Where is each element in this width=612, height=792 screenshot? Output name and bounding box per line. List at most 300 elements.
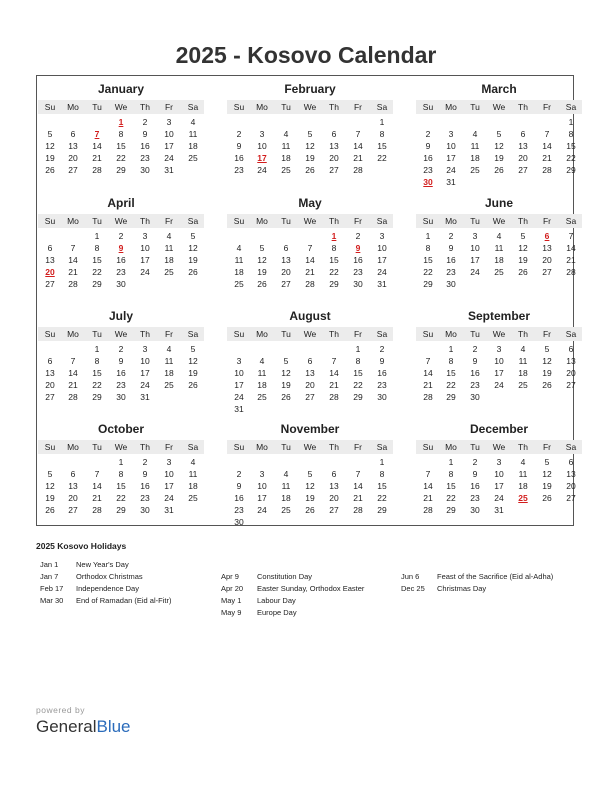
day-cell: 16 <box>470 481 480 491</box>
day-cell: 5 <box>190 344 196 354</box>
day-cell: 29 <box>116 505 126 515</box>
holiday-date-label: Jan 1 <box>40 560 59 569</box>
day-cell: 27 <box>45 392 55 402</box>
day-cell: 8 <box>94 356 100 366</box>
day-cell: 10 <box>164 469 174 479</box>
month-february <box>227 81 393 186</box>
weekday-header <box>416 440 582 454</box>
day-cell: 6 <box>568 457 574 467</box>
day-cell: 2 <box>472 344 478 354</box>
day-cell: 15 <box>329 255 339 265</box>
day-cell: 21 <box>92 153 102 163</box>
day-cell: 28 <box>329 392 339 402</box>
day-cell: 20 <box>281 267 291 277</box>
day-cell: 18 <box>164 255 174 265</box>
day-cell: 22 <box>446 380 456 390</box>
day-cell: 26 <box>281 392 291 402</box>
day-cell: 15 <box>116 481 126 491</box>
day-cell: 4 <box>472 129 478 139</box>
holiday-row <box>221 583 364 595</box>
weekday-label: Su <box>422 329 434 339</box>
day-cell: 20 <box>518 153 528 163</box>
day-cell: 17 <box>257 493 267 503</box>
day-cell: 7 <box>355 129 361 139</box>
weekday-label: Fr <box>353 102 363 112</box>
day-cell: 14 <box>329 368 339 378</box>
holiday-date-label: May 9 <box>221 608 242 617</box>
day-cell: 27 <box>566 493 576 503</box>
day-cell: 12 <box>281 368 291 378</box>
holiday-date: 17 <box>257 153 267 163</box>
day-cell: 11 <box>234 255 244 265</box>
day-cell: 11 <box>188 129 198 139</box>
day-cell: 6 <box>47 356 53 366</box>
day-cell: 29 <box>353 392 363 402</box>
day-cell: 1 <box>94 344 100 354</box>
day-cell: 22 <box>92 267 102 277</box>
day-cell: 2 <box>425 129 431 139</box>
day-cell: 21 <box>329 380 339 390</box>
day-cell: 16 <box>234 153 244 163</box>
day-cell: 18 <box>234 267 244 277</box>
day-cell: 3 <box>142 344 148 354</box>
month-september <box>416 308 582 413</box>
day-cell: 13 <box>518 141 528 151</box>
day-cell: 21 <box>542 153 552 163</box>
day-cell: 25 <box>494 267 504 277</box>
day-cell: 17 <box>377 255 387 265</box>
day-cell: 6 <box>568 344 574 354</box>
weekday-header <box>227 327 393 341</box>
day-cell: 26 <box>518 267 528 277</box>
day-cell: 11 <box>164 243 174 253</box>
weekday-label: Mo <box>256 442 268 452</box>
day-cell: 8 <box>118 129 124 139</box>
day-cell: 5 <box>190 231 196 241</box>
weekday-label: Tu <box>470 442 480 452</box>
day-cell: 12 <box>188 243 198 253</box>
day-cell: 8 <box>355 356 361 366</box>
holiday-row <box>40 559 171 571</box>
weekday-label: Mo <box>445 329 457 339</box>
day-cell: 23 <box>470 493 480 503</box>
day-cell: 2 <box>142 117 148 127</box>
day-cell: 22 <box>116 493 126 503</box>
day-cell: 13 <box>542 243 552 253</box>
day-cell: 3 <box>259 469 265 479</box>
weekday-label: Tu <box>281 102 291 112</box>
day-cell: 3 <box>259 129 265 139</box>
day-cell: 12 <box>188 356 198 366</box>
day-cell: 28 <box>92 165 102 175</box>
month-may <box>227 195 393 300</box>
holiday-row <box>40 583 171 595</box>
day-cell: 15 <box>423 255 433 265</box>
day-cell: 25 <box>281 505 291 515</box>
month-name: February <box>284 82 336 96</box>
day-cell: 23 <box>423 165 433 175</box>
weekday-label: Su <box>233 329 245 339</box>
day-cell: 14 <box>353 141 363 151</box>
day-cell: 23 <box>234 165 244 175</box>
day-cell: 6 <box>70 469 76 479</box>
holiday-date: 9 <box>355 243 361 253</box>
day-cell: 22 <box>116 153 126 163</box>
day-cell: 22 <box>377 153 387 163</box>
day-cell: 9 <box>236 481 242 491</box>
day-cell: 21 <box>68 267 78 277</box>
day-cell: 4 <box>283 469 289 479</box>
day-cell: 31 <box>234 404 244 414</box>
day-cell: 10 <box>234 368 244 378</box>
weekday-label: Th <box>518 216 528 226</box>
day-cell: 12 <box>518 243 528 253</box>
day-cell: 17 <box>234 380 244 390</box>
day-cell: 15 <box>446 481 456 491</box>
day-cell: 21 <box>423 380 433 390</box>
brand-logo[interactable] <box>36 717 131 737</box>
month-november <box>227 421 393 526</box>
weekday-label: Tu <box>470 102 480 112</box>
day-cell: 11 <box>470 141 480 151</box>
day-cell: 1 <box>94 231 100 241</box>
day-cell: 24 <box>494 380 504 390</box>
weekday-header <box>416 214 582 228</box>
day-cell: 8 <box>448 469 454 479</box>
day-cell: 7 <box>94 469 100 479</box>
month-name: October <box>97 422 144 436</box>
day-cell: 23 <box>116 267 126 277</box>
day-cell: 28 <box>423 392 433 402</box>
day-cell: 26 <box>45 165 55 175</box>
day-cell: 21 <box>68 380 78 390</box>
day-cell: 31 <box>164 505 174 515</box>
holiday-name: Constitution Day <box>257 572 313 581</box>
day-cell: 2 <box>118 344 124 354</box>
day-cell: 29 <box>116 165 126 175</box>
weekday-label: Su <box>233 442 245 452</box>
day-cell: 20 <box>542 255 552 265</box>
day-cell: 25 <box>188 153 198 163</box>
weekday-label: Su <box>44 102 56 112</box>
weekday-label: We <box>303 216 317 226</box>
day-cell: 8 <box>568 129 574 139</box>
holiday-column <box>40 559 171 607</box>
day-cell: 8 <box>331 243 337 253</box>
day-cell: 18 <box>470 153 480 163</box>
day-cell: 13 <box>329 141 339 151</box>
day-cell: 22 <box>353 380 363 390</box>
weekday-label: Su <box>44 329 56 339</box>
holiday-row <box>401 583 553 595</box>
holiday-name: New Year's Day <box>76 560 129 569</box>
weekday-label: Th <box>518 442 528 452</box>
day-cell: 17 <box>140 368 150 378</box>
weekday-label: Th <box>140 442 150 452</box>
day-cell: 15 <box>446 368 456 378</box>
day-cell: 2 <box>236 129 242 139</box>
weekday-label: Mo <box>445 102 457 112</box>
day-cell: 27 <box>305 392 315 402</box>
day-cell: 27 <box>518 165 528 175</box>
day-cell: 16 <box>140 481 150 491</box>
day-cell: 24 <box>494 493 504 503</box>
day-cell: 20 <box>566 368 576 378</box>
day-cell: 19 <box>542 368 552 378</box>
day-cell: 11 <box>281 481 291 491</box>
day-cell: 9 <box>472 356 478 366</box>
month-december <box>416 421 582 526</box>
day-cell: 26 <box>542 493 552 503</box>
day-cell: 14 <box>68 368 78 378</box>
day-cell: 14 <box>423 481 433 491</box>
weekday-label: Fr <box>353 216 363 226</box>
day-cell: 15 <box>566 141 576 151</box>
holiday-date: 9 <box>118 243 124 253</box>
weekday-label: Su <box>233 216 245 226</box>
day-cell: 20 <box>329 493 339 503</box>
month-name: November <box>280 422 340 436</box>
day-cell: 13 <box>68 141 78 151</box>
day-cell: 16 <box>470 368 480 378</box>
day-cell: 13 <box>305 368 315 378</box>
day-cell: 30 <box>353 279 363 289</box>
day-cell: 29 <box>329 279 339 289</box>
weekday-label: We <box>114 442 128 452</box>
day-cell: 10 <box>257 141 267 151</box>
day-cell: 10 <box>257 481 267 491</box>
holiday-name: End of Ramadan (Eid al-Fitr) <box>76 596 172 605</box>
day-cell: 26 <box>305 165 315 175</box>
day-cell: 4 <box>236 243 242 253</box>
day-cell: 5 <box>544 457 550 467</box>
day-cell: 6 <box>307 356 313 366</box>
day-cell: 17 <box>164 481 174 491</box>
day-cell: 5 <box>307 129 313 139</box>
day-cell: 12 <box>45 481 55 491</box>
day-cell: 24 <box>446 165 456 175</box>
month-name: March <box>481 82 517 96</box>
day-cell: 26 <box>542 380 552 390</box>
day-cell: 30 <box>377 392 387 402</box>
day-cell: 27 <box>68 505 78 515</box>
holiday-date: 7 <box>94 129 100 139</box>
day-cell: 24 <box>257 505 267 515</box>
weekday-label: We <box>114 329 128 339</box>
brand-general: General <box>36 717 97 736</box>
holiday-date-label: Feb 17 <box>40 584 64 593</box>
day-cell: 28 <box>305 279 315 289</box>
day-cell: 28 <box>68 392 78 402</box>
day-cell: 14 <box>542 141 552 151</box>
month-august <box>227 308 393 413</box>
weekday-label: We <box>492 102 506 112</box>
day-cell: 20 <box>45 380 55 390</box>
weekday-label: Th <box>329 216 339 226</box>
holiday-name: Labour Day <box>257 596 296 605</box>
day-cell: 31 <box>494 505 504 515</box>
day-cell: 4 <box>166 231 172 241</box>
day-cell: 26 <box>257 279 267 289</box>
day-cell: 7 <box>331 356 337 366</box>
day-cell: 1 <box>118 457 124 467</box>
weekday-label: Sa <box>376 216 388 226</box>
weekday-label: Sa <box>376 442 388 452</box>
holidays-title: 2025 Kosovo Holidays <box>36 541 127 551</box>
weekday-header <box>416 327 582 341</box>
weekday-label: Mo <box>67 102 79 112</box>
weekday-label: Mo <box>67 216 79 226</box>
day-cell: 16 <box>116 368 126 378</box>
holiday-row <box>221 595 364 607</box>
weekday-label: Su <box>422 102 434 112</box>
day-cell: 4 <box>520 344 526 354</box>
day-cell: 23 <box>353 267 363 277</box>
day-cell: 10 <box>140 356 150 366</box>
weekday-label: Sa <box>376 102 388 112</box>
day-cell: 31 <box>377 279 387 289</box>
day-cell: 1 <box>379 117 385 127</box>
day-cell: 24 <box>164 153 174 163</box>
day-cell: 5 <box>283 356 289 366</box>
weekday-header <box>38 214 204 228</box>
day-cell: 12 <box>542 356 552 366</box>
day-cell: 19 <box>281 380 291 390</box>
day-cell: 19 <box>305 493 315 503</box>
day-cell: 7 <box>355 469 361 479</box>
day-cell: 24 <box>257 165 267 175</box>
day-cell: 7 <box>425 469 431 479</box>
day-cell: 1 <box>568 117 574 127</box>
weekday-label: Th <box>329 329 339 339</box>
day-cell: 16 <box>116 255 126 265</box>
weekday-header <box>38 327 204 341</box>
day-cell: 5 <box>544 344 550 354</box>
day-cell: 30 <box>140 505 150 515</box>
weekday-label: Fr <box>164 216 174 226</box>
month-name: December <box>469 422 529 436</box>
day-cell: 3 <box>496 344 502 354</box>
weekday-label: Mo <box>67 442 79 452</box>
day-cell: 1 <box>425 231 431 241</box>
day-cell: 25 <box>164 380 174 390</box>
day-cell: 6 <box>331 469 337 479</box>
day-cell: 18 <box>518 368 528 378</box>
day-cell: 30 <box>116 392 126 402</box>
day-cell: 2 <box>236 469 242 479</box>
holiday-date-label: Jun 6 <box>401 572 420 581</box>
day-cell: 11 <box>518 356 528 366</box>
day-cell: 27 <box>68 165 78 175</box>
day-cell: 18 <box>188 481 198 491</box>
holiday-date-label: Mar 30 <box>40 596 64 605</box>
day-cell: 4 <box>520 457 526 467</box>
day-cell: 3 <box>166 457 172 467</box>
day-cell: 27 <box>281 279 291 289</box>
day-cell: 29 <box>446 505 456 515</box>
day-cell: 10 <box>470 243 480 253</box>
weekday-label: Th <box>518 102 528 112</box>
day-cell: 19 <box>494 153 504 163</box>
weekday-label: We <box>492 216 506 226</box>
month-name: January <box>97 82 145 96</box>
day-cell: 3 <box>379 231 385 241</box>
day-cell: 24 <box>140 380 150 390</box>
day-cell: 18 <box>164 368 174 378</box>
day-cell: 28 <box>92 505 102 515</box>
day-cell: 9 <box>236 141 242 151</box>
day-cell: 31 <box>140 392 150 402</box>
weekday-label: Su <box>44 442 56 452</box>
weekday-label: We <box>114 102 128 112</box>
day-cell: 23 <box>234 505 244 515</box>
weekday-header <box>227 440 393 454</box>
day-cell: 27 <box>329 165 339 175</box>
day-cell: 24 <box>164 493 174 503</box>
day-cell: 28 <box>353 505 363 515</box>
day-cell: 13 <box>566 469 576 479</box>
day-cell: 5 <box>259 243 265 253</box>
holiday-name: Feast of the Sacrifice (Eid al-Adha) <box>437 572 554 581</box>
month-april <box>38 195 204 300</box>
weekday-label: Tu <box>470 216 480 226</box>
day-cell: 14 <box>423 368 433 378</box>
day-cell: 31 <box>164 165 174 175</box>
holiday-date: 30 <box>423 177 433 187</box>
day-cell: 9 <box>472 469 478 479</box>
day-cell: 19 <box>542 481 552 491</box>
month-name: July <box>108 309 133 323</box>
day-cell: 13 <box>45 255 55 265</box>
month-june <box>416 195 582 300</box>
day-cell: 19 <box>45 493 55 503</box>
day-cell: 28 <box>566 267 576 277</box>
weekday-label: Sa <box>565 442 577 452</box>
day-cell: 11 <box>164 356 174 366</box>
day-cell: 10 <box>494 469 504 479</box>
weekday-header <box>38 440 204 454</box>
day-cell: 24 <box>377 267 387 277</box>
weekday-label: Tu <box>92 442 102 452</box>
day-cell: 25 <box>281 165 291 175</box>
holiday-row <box>221 571 364 583</box>
day-cell: 4 <box>496 231 502 241</box>
day-cell: 5 <box>520 231 526 241</box>
day-cell: 17 <box>164 141 174 151</box>
day-cell: 7 <box>307 243 313 253</box>
day-cell: 14 <box>92 481 102 491</box>
day-cell: 5 <box>496 129 502 139</box>
day-cell: 19 <box>188 255 198 265</box>
day-cell: 3 <box>496 457 502 467</box>
weekday-label: Fr <box>353 442 363 452</box>
day-cell: 26 <box>188 380 198 390</box>
day-cell: 29 <box>446 392 456 402</box>
day-cell: 7 <box>425 356 431 366</box>
day-cell: 13 <box>68 481 78 491</box>
day-cell: 30 <box>470 505 480 515</box>
day-cell: 5 <box>47 469 53 479</box>
month-name: May <box>298 196 322 210</box>
holiday-date-label: May 1 <box>221 596 242 605</box>
weekday-label: Sa <box>565 216 577 226</box>
weekday-label: Tu <box>92 329 102 339</box>
day-cell: 18 <box>281 493 291 503</box>
day-cell: 23 <box>116 380 126 390</box>
day-cell: 18 <box>257 380 267 390</box>
day-cell: 17 <box>494 481 504 491</box>
weekday-label: Tu <box>92 102 102 112</box>
